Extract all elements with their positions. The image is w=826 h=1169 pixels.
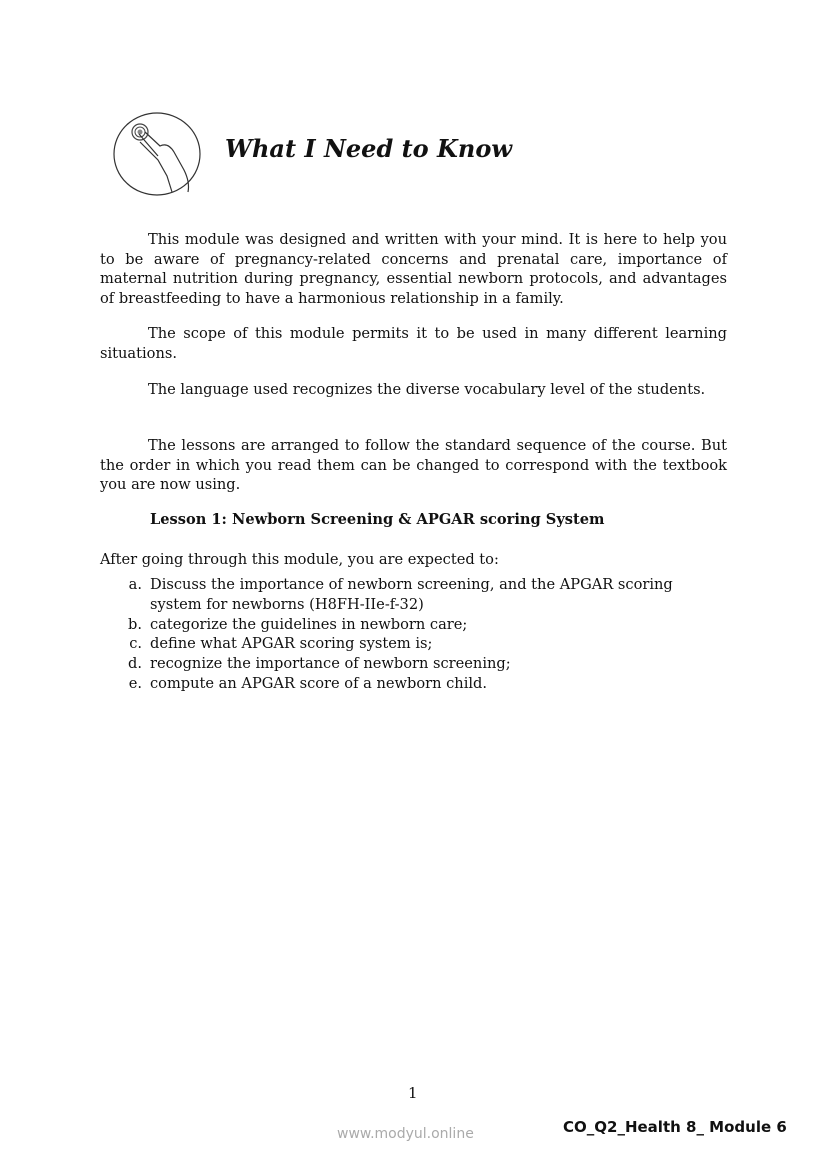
list-item: [100, 674, 727, 694]
scope-paragraph: [100, 324, 727, 363]
paragraph-text: The language used recognizes the diverse vocabulary level of the students.: [148, 381, 706, 398]
list-item: [100, 615, 727, 635]
list-item: [100, 654, 727, 674]
paragraph-text: The scope of this module permits it to be used in many different learning situations.: [100, 325, 727, 362]
section-title: What I Need to Know: [225, 134, 513, 163]
list-marker: a.: [128, 576, 142, 593]
list-text: compute an APGAR score of a newborn child.: [150, 674, 488, 692]
paragraph-text: The lessons are arranged to follow the standard sequence of the course. But the order in which you read them can be changed to correspond with the textbook you are now using.: [100, 437, 727, 494]
list-text: categorize the guidelines in newborn care;: [150, 615, 468, 633]
hand-pointing-icon: [112, 112, 204, 202]
language-paragraph: [100, 380, 727, 400]
list-item: [100, 575, 727, 615]
list-marker: b.: [128, 615, 142, 633]
list-text: Discuss the importance of newborn screening, and the APGAR scoring system for newborns (H8FH-IIe-f-32): [150, 576, 673, 613]
intro-paragraph: [100, 230, 727, 308]
list-text: recognize the importance of newborn screening;: [150, 655, 511, 673]
lessons-paragraph: [100, 436, 727, 495]
list-text: define what APGAR scoring system is;: [150, 635, 433, 653]
list-marker: c.: [129, 635, 142, 653]
objectives-list: [100, 575, 727, 694]
page-number: 1: [408, 1084, 418, 1102]
objectives-intro: After going through this module, you are expected to:: [100, 551, 499, 568]
paragraph-text: This module was designed and written with your mind. It is here to help you to be aware of pregnancy-related concerns and prenatal care, importance of maternal nutrition during pregnancy, essential newborn protocols, and advantages of breastfeeding to have a harmonious relationship in a family.: [100, 231, 727, 307]
list-marker: d.: [128, 655, 142, 673]
list-marker: e.: [128, 674, 142, 692]
list-item: [100, 634, 727, 654]
footer-module-label: CO_Q2_Health 8_ Module 6: [563, 1118, 787, 1136]
watermark: www.modyul.online: [337, 1126, 474, 1142]
lesson-title: Lesson 1: Newborn Screening & APGAR scoring System: [150, 511, 605, 528]
